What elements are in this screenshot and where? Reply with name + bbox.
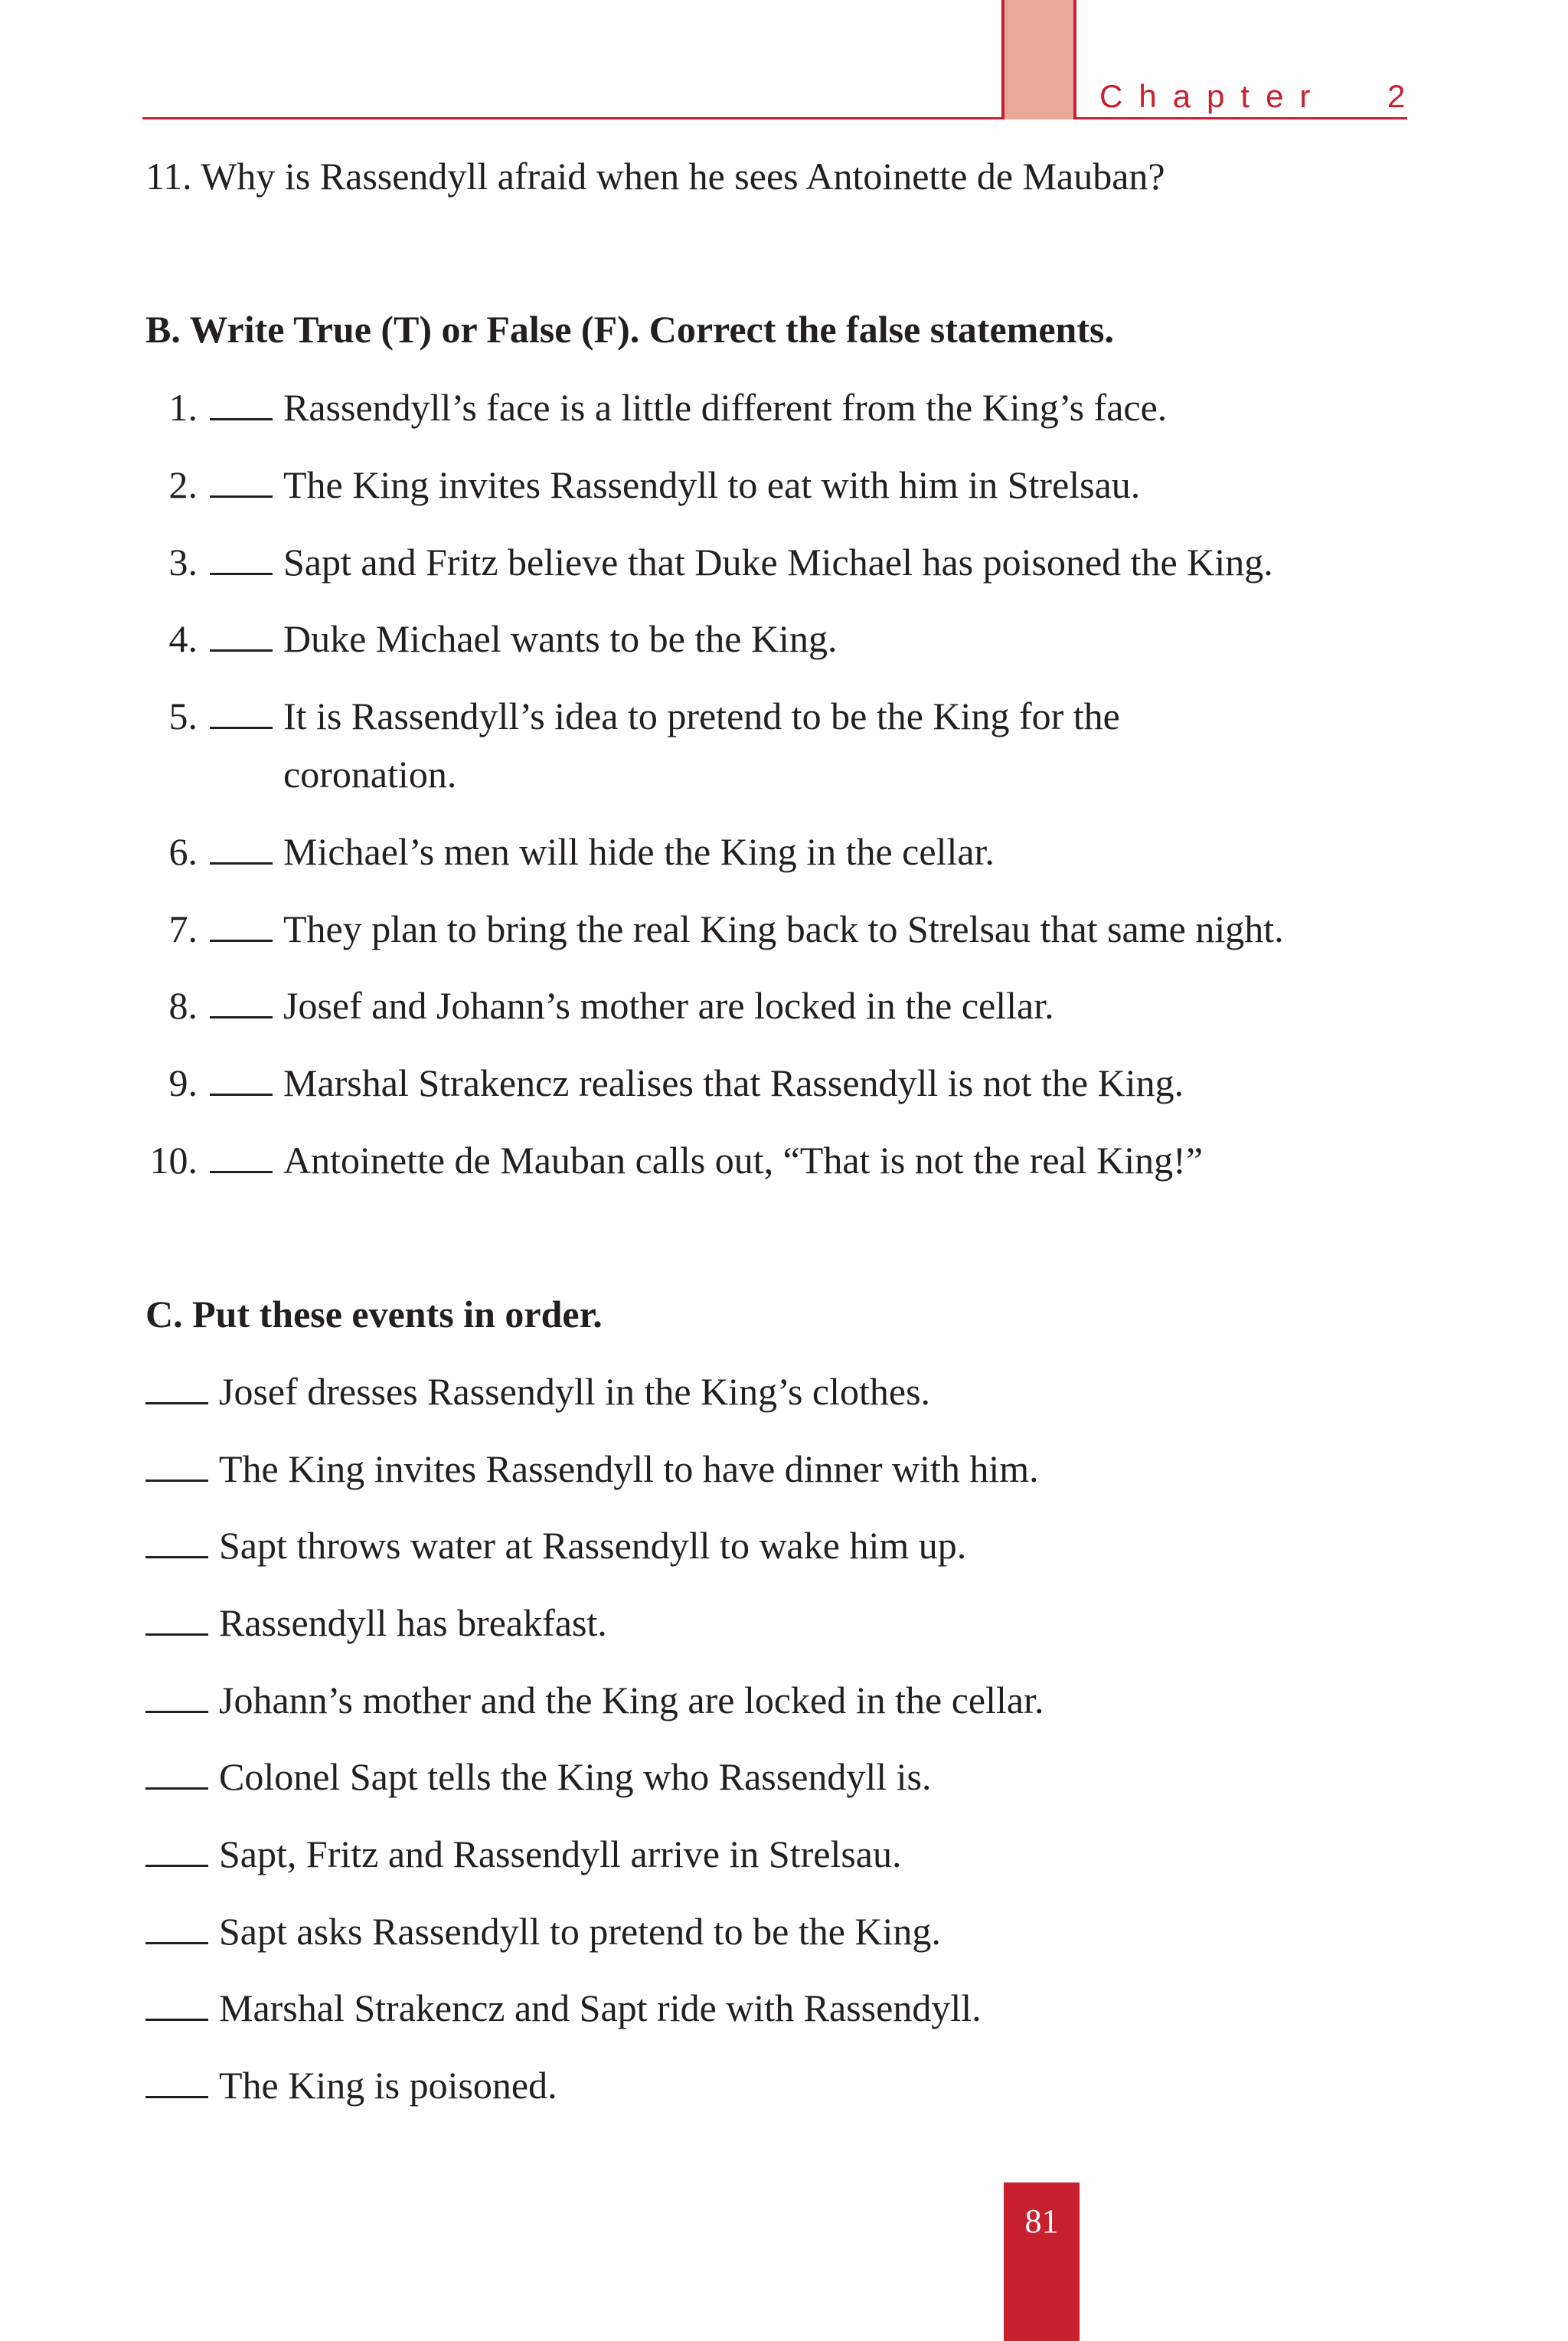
- section-c-heading: C. Put these events in order.: [145, 1293, 603, 1336]
- list-item: [145, 1368, 930, 1414]
- item-text: Antoinette de Mauban calls out, “That is not the real King!”: [283, 1139, 1204, 1182]
- answer-blank[interactable]: [210, 1063, 273, 1096]
- order-blank[interactable]: [145, 1988, 208, 2021]
- event-text: The King invites Rassendyll to have dinner with him.: [219, 1447, 1039, 1490]
- list-item: [145, 1522, 966, 1568]
- item-text: Josef and Johann’s mother are locked in the cellar.: [283, 984, 1054, 1027]
- order-blank[interactable]: [145, 1834, 208, 1867]
- item-number: 8.: [168, 984, 198, 1027]
- event-text: Rassendyll has breakfast.: [219, 1601, 607, 1644]
- event-text: Josef dresses Rassendyll in the King’s clothes.: [219, 1370, 931, 1413]
- item-number: 6.: [168, 830, 198, 873]
- item-text: Duke Michael wants to be the King.: [283, 617, 838, 660]
- item-number: 4.: [168, 617, 198, 660]
- list-item: [145, 1908, 941, 1954]
- header-rule-right: [1076, 117, 1407, 119]
- answer-blank[interactable]: [210, 986, 273, 1018]
- list-item: [145, 1754, 932, 1800]
- answer-blank[interactable]: [210, 465, 273, 498]
- order-blank[interactable]: [145, 2065, 208, 2098]
- item-text: Marshal Strakencz realises that Rassendyll is not the King.: [283, 1061, 1184, 1104]
- order-blank[interactable]: [145, 1911, 208, 1944]
- event-text: Colonel Sapt tells the King who Rassendyll is.: [219, 1755, 932, 1798]
- event-text: Sapt, Fritz and Rassendyll arrive in Strelsau.: [219, 1833, 902, 1875]
- list-item: [145, 1677, 1044, 1723]
- item-number: 3.: [168, 541, 198, 584]
- chapter-label: Chapter: [1099, 78, 1327, 114]
- item-number: 1.: [168, 386, 198, 429]
- header-rule-left: [142, 117, 1001, 119]
- event-text: The King is poisoned.: [219, 2064, 557, 2107]
- order-blank[interactable]: [145, 1449, 208, 1482]
- answer-blank[interactable]: [210, 909, 273, 942]
- event-text: Johann’s mother and the King are locked in the cellar.: [219, 1679, 1044, 1721]
- event-text: Sapt asks Rassendyll to pretend to be the King.: [219, 1910, 941, 1953]
- order-blank[interactable]: [145, 1680, 208, 1713]
- item-number: 9.: [168, 1061, 198, 1104]
- answer-blank[interactable]: [210, 387, 273, 420]
- item-text: It is Rassendyll’s idea to pretend to be the King for the: [283, 695, 1120, 737]
- chapter-number: 2: [1387, 78, 1406, 114]
- list-item: [145, 1985, 982, 2031]
- order-blank[interactable]: [145, 1372, 208, 1404]
- page-number: 81: [1024, 2202, 1059, 2240]
- answer-blank[interactable]: [210, 696, 273, 729]
- order-blank[interactable]: [145, 1603, 208, 1636]
- list-item: [145, 1831, 902, 1877]
- order-blank[interactable]: [145, 1525, 208, 1558]
- item-number: 5.: [168, 695, 198, 737]
- event-text: Sapt throws water at Rassendyll to wake him up.: [219, 1524, 967, 1567]
- item-text: Rassendyll’s face is a little different from the King’s face.: [283, 386, 1168, 429]
- answer-blank[interactable]: [210, 832, 273, 865]
- order-blank[interactable]: [145, 1757, 208, 1790]
- item-continuation: coronation.: [283, 753, 457, 796]
- event-text: Marshal Strakencz and Sapt ride with Rassendyll.: [219, 1986, 982, 2029]
- item-number: 2.: [168, 463, 198, 506]
- item-number: 10.: [149, 1139, 198, 1182]
- list-item: [145, 1446, 1039, 1492]
- item-text: The King invites Rassendyll to eat with him in Strelsau.: [283, 463, 1141, 506]
- answer-blank[interactable]: [210, 1140, 273, 1173]
- answer-blank[interactable]: [210, 619, 273, 652]
- answer-blank[interactable]: [210, 542, 273, 575]
- list-item: [145, 1600, 607, 1646]
- item-text: Sapt and Fritz believe that Duke Michael has poisoned the King.: [283, 541, 1273, 584]
- item-text: Michael’s men will hide the King in the cellar.: [283, 830, 995, 873]
- list-item: [145, 2062, 557, 2108]
- item-text: They plan to bring the real King back to Strelsau that same night.: [283, 907, 1284, 950]
- question-11: 11. Why is Rassendyll afraid when he sees Antoinette de Mauban?: [145, 155, 1165, 198]
- section-b-heading: B. Write True (T) or False (F). Correct the false statements.: [145, 308, 1114, 351]
- header-tab-accent: [1001, 0, 1076, 119]
- item-number: 7.: [168, 907, 198, 950]
